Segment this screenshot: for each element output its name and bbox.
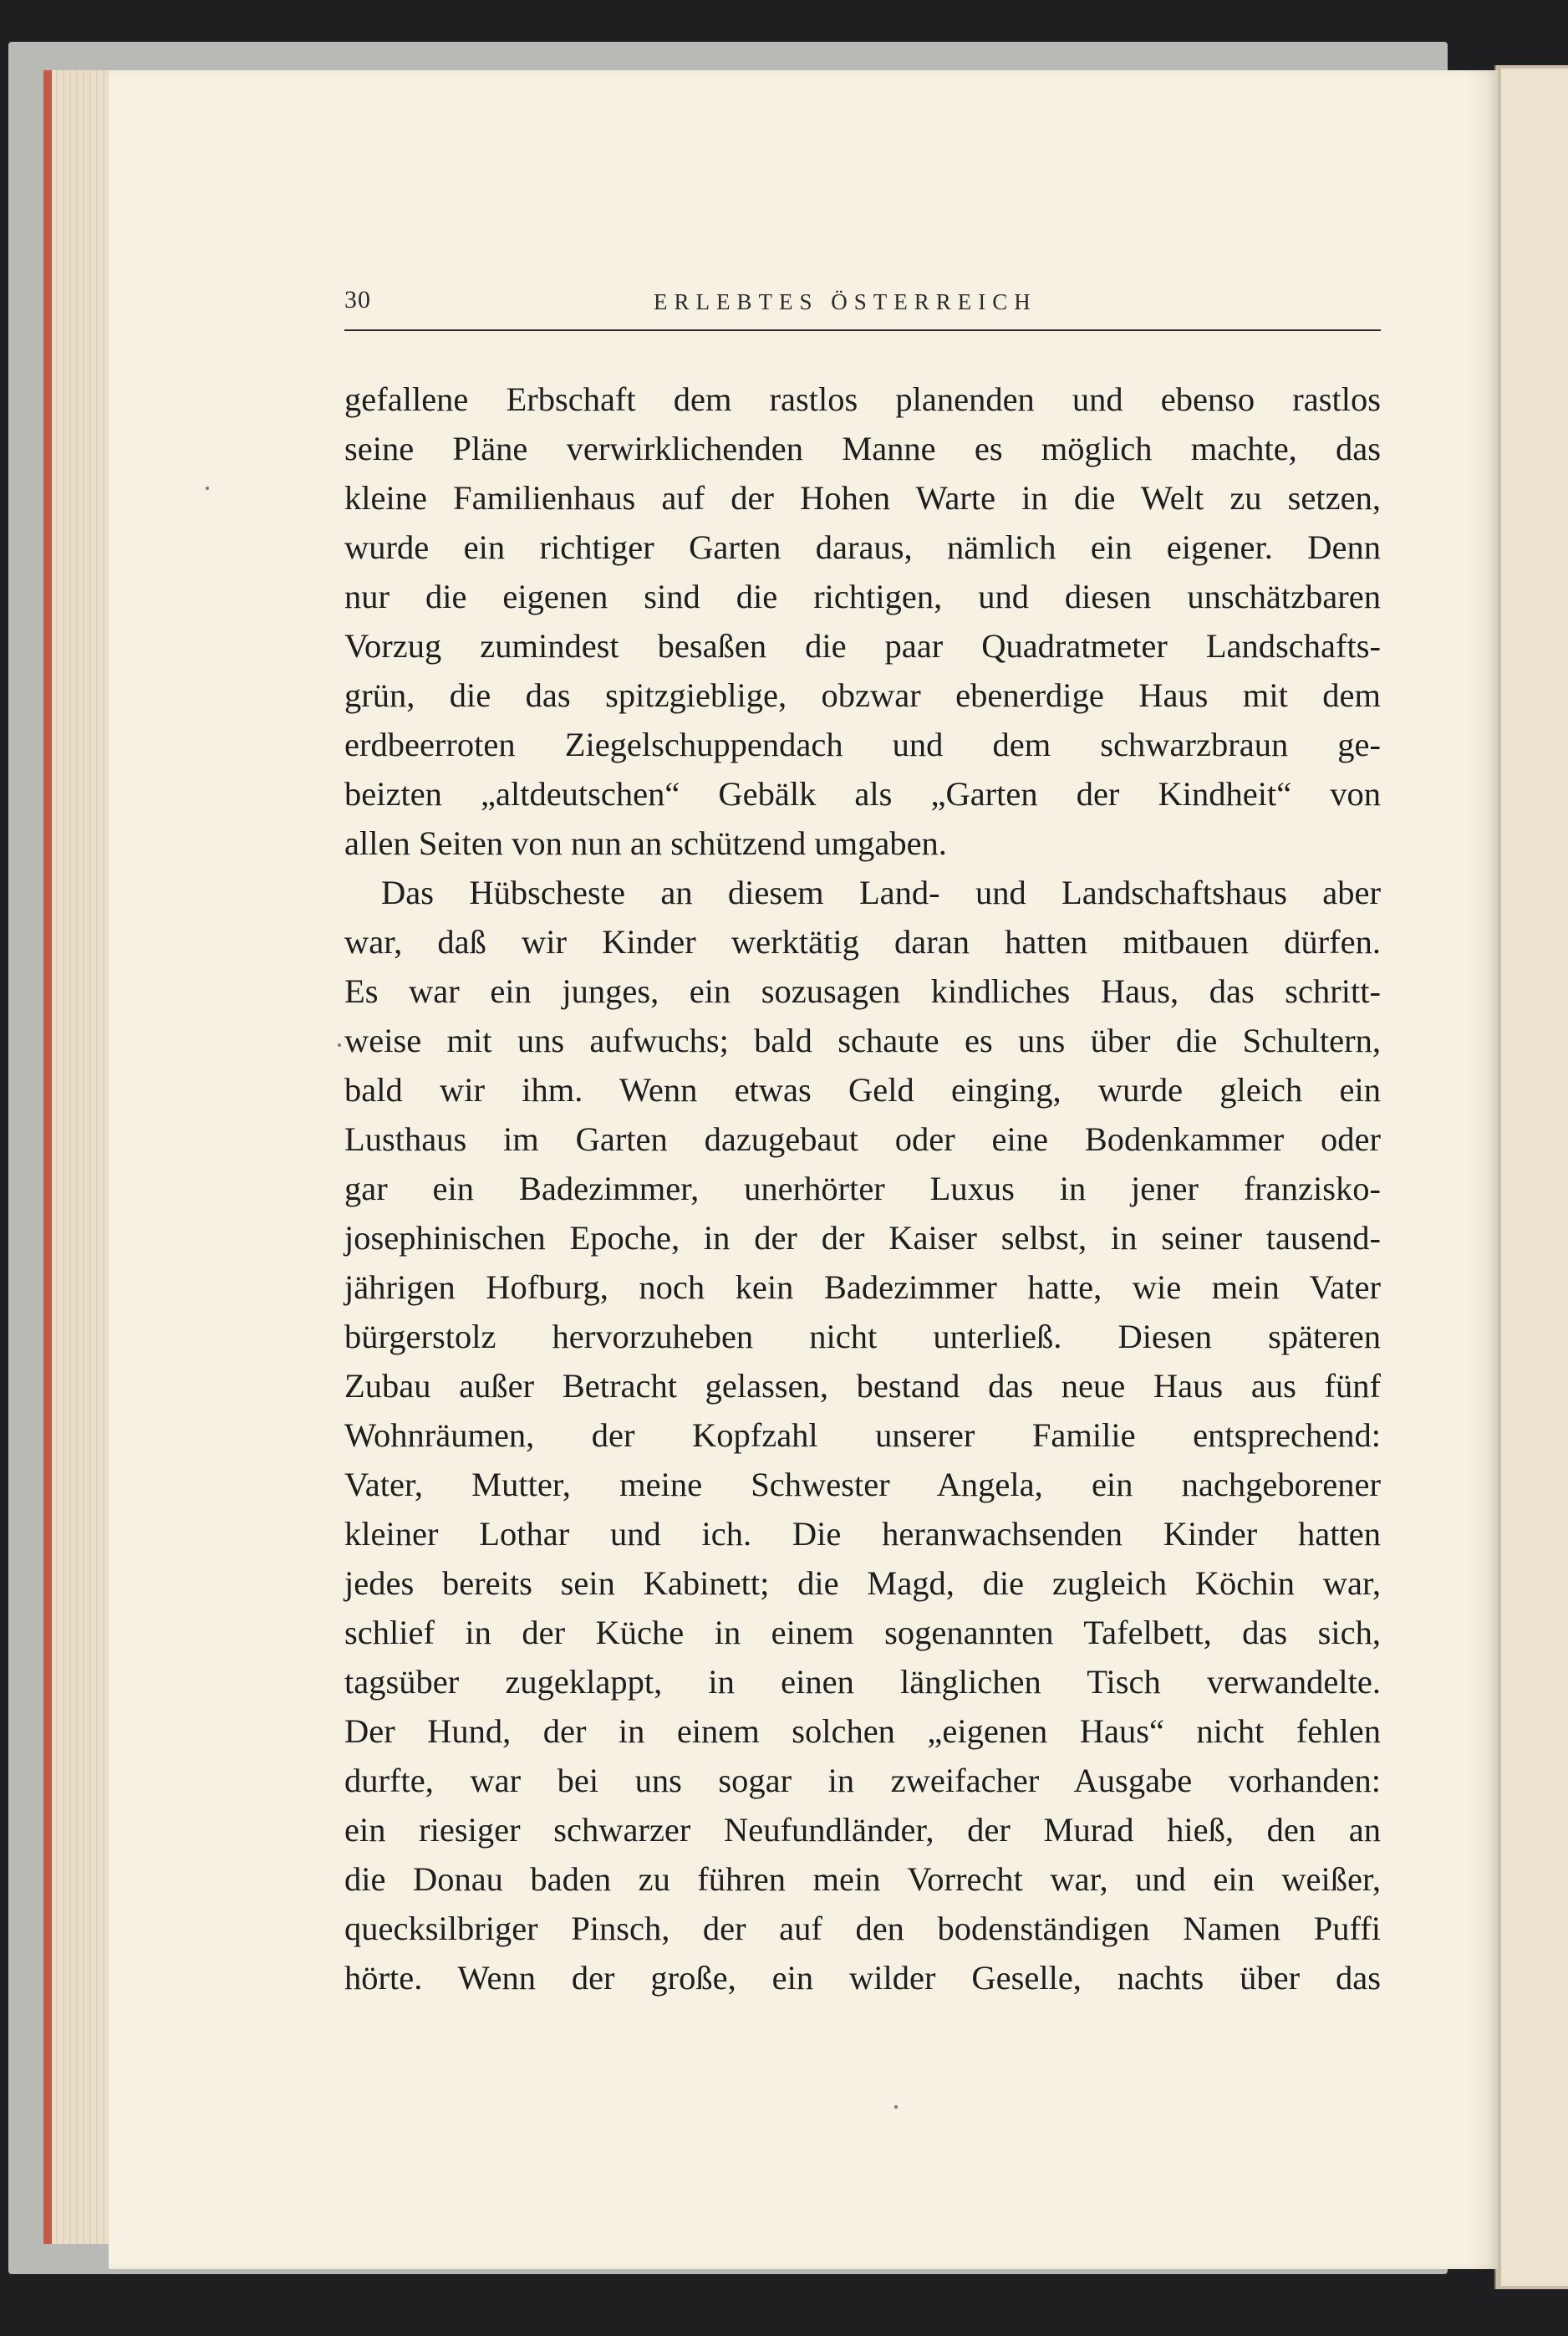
text-line: nur die eigenen sind die richtigen, und diesen unschätzbaren <box>344 578 1381 615</box>
facing-page-edge <box>1494 65 1568 2289</box>
text-line: erdbeerroten Ziegelschuppendach und dem schwarzbraun ge- <box>344 726 1381 763</box>
text-line: gefallene Erbschaft dem rastlos planenden und ebenso rastlos <box>344 380 1381 418</box>
text-line: bürgerstolz hervorzuheben nicht unterließ. Diesen späteren <box>344 1318 1381 1355</box>
text-line: Es war ein junges, ein sozusagen kindliches Haus, das schritt- <box>344 972 1381 1010</box>
paper-speck <box>894 2105 898 2109</box>
text-line: quecksilbriger Pinsch, der auf den bodenständigen Namen Puffi <box>344 1910 1381 1947</box>
text-line: jedes bereits sein Kabinett; die Magd, die zugleich Köchin war, <box>344 1564 1381 1602</box>
text-line: durfte, war bei uns sogar in zweifacher Ausgabe vorhanden: <box>344 1762 1381 1799</box>
text-line: die Donau baden zu führen mein Vorrecht war, und ein weißer, <box>344 1860 1381 1898</box>
running-title: ERLEBTES ÖSTERREICH <box>654 289 1037 314</box>
paragraph-end-line: allen Seiten von nun an schützend umgaben. <box>344 824 947 862</box>
page-number: 30 <box>344 286 371 314</box>
body-text <box>344 375 1381 2002</box>
text-line: ein riesiger schwarzer Neufundländer, der Murad hieß, den an <box>344 1811 1381 1849</box>
text-line: josephinischen Epoche, in der der Kaiser selbst, in seiner tausend- <box>344 1219 1381 1257</box>
text-line: schlief in der Küche in einem sogenannten Tafelbett, das sich, <box>344 1614 1381 1651</box>
paper-speck <box>338 1043 341 1047</box>
text-line: tagsüber zugeklappt, in einen länglichen Tisch verwandelte. <box>344 1663 1381 1701</box>
text-line: Lusthaus im Garten dazugebaut oder eine Bodenkammer oder <box>344 1120 1381 1158</box>
paper-speck <box>206 487 209 490</box>
running-header <box>344 279 1381 331</box>
paragraph-start-line: Das Hübscheste an diesem Land- und Landschaftshaus aber <box>381 874 1381 911</box>
text-line: Zubau außer Betracht gelassen, bestand das neue Haus aus fünf <box>344 1367 1381 1405</box>
text-line: wurde ein richtiger Garten daraus, nämlich ein eigener. Denn <box>344 528 1381 566</box>
text-line: beizten „altdeutschen“ Gebälk als „Garten der Kindheit“ von <box>344 775 1381 813</box>
text-line: hörte. Wenn der große, ein wilder Geselle, nachts über das <box>344 1959 1381 1997</box>
text-line: kleiner Lothar und ich. Die heranwachsenden Kinder hatten <box>344 1515 1381 1553</box>
text-line: bald wir ihm. Wenn etwas Geld einging, wurde gleich ein <box>344 1071 1381 1109</box>
page-gutter-shadow <box>1466 70 1498 2269</box>
text-line: grün, die das spitzgieblige, obzwar ebenerdige Haus mit dem <box>344 676 1381 714</box>
text-line: Vorzug zumindest besaßen die paar Quadratmeter Landschafts- <box>344 627 1381 665</box>
text-line: Wohnräumen, der Kopfzahl unserer Familie entsprechend: <box>344 1416 1381 1454</box>
text-line: jährigen Hofburg, noch kein Badezimmer hatte, wie mein Vater <box>344 1268 1381 1306</box>
text-line: seine Pläne verwirklichenden Manne es möglich machte, das <box>344 430 1381 467</box>
text-line: war, daß wir Kinder werktätig daran hatten mitbauen dürfen. <box>344 923 1381 961</box>
text-line: kleine Familienhaus auf der Hohen Warte in die Welt zu setzen, <box>344 479 1381 517</box>
text-line: Der Hund, der in einem solchen „eigenen Haus“ nicht fehlen <box>344 1712 1381 1750</box>
text-line: gar ein Badezimmer, unerhörter Luxus in jener franzisko- <box>344 1170 1381 1207</box>
text-line: Vater, Mutter, meine Schwester Angela, ein nachgeborener <box>344 1466 1381 1503</box>
text-line: weise mit uns aufwuchs; bald schaute es uns über die Schultern, <box>344 1022 1381 1059</box>
